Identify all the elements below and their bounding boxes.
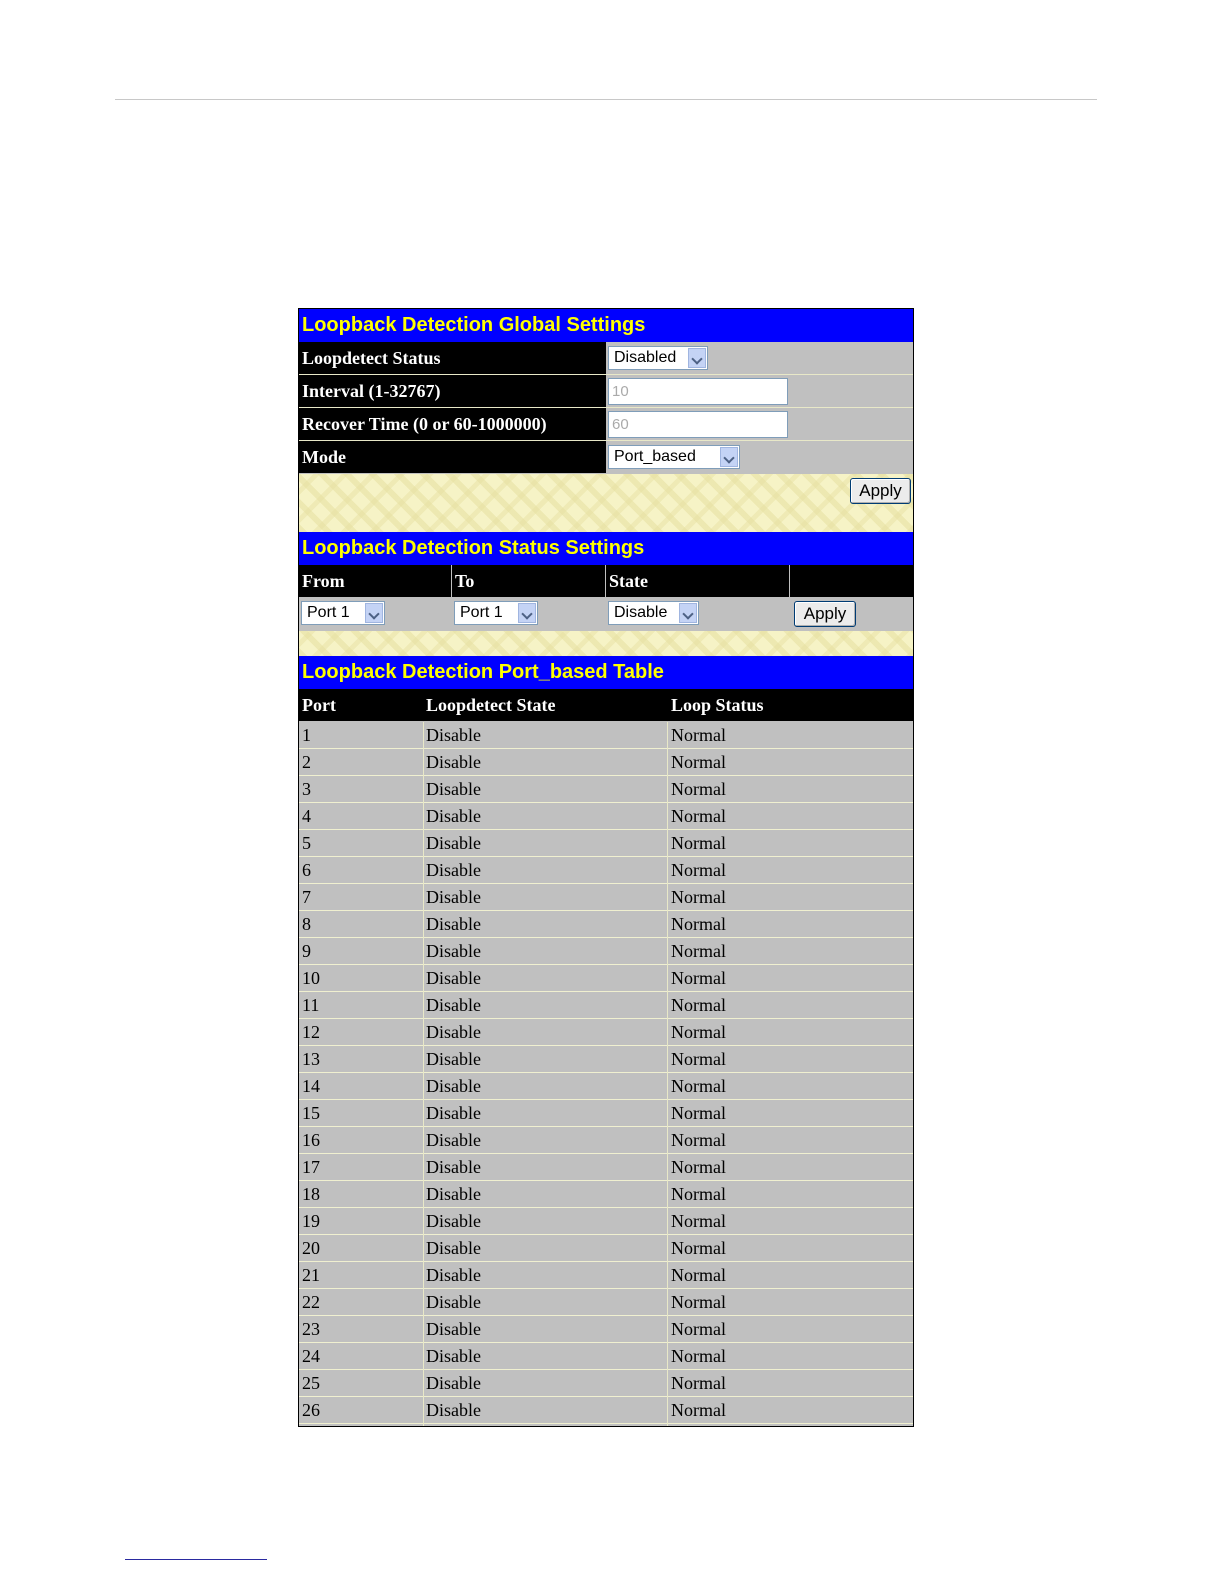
loopdetect-state-cell: Disable [426, 860, 481, 880]
interval-row [299, 375, 913, 408]
table-row [299, 1397, 913, 1424]
port-cell: 15 [302, 1103, 320, 1123]
loopdetect-state-cell: Disable [426, 1238, 481, 1258]
table-row [299, 938, 913, 965]
status-band [299, 631, 913, 656]
port-cell: 25 [302, 1373, 320, 1393]
port-cell: 20 [302, 1238, 320, 1258]
blank-header [790, 565, 913, 597]
chevron-down-icon[interactable] [365, 603, 383, 623]
loop-status-cell: Normal [671, 995, 726, 1015]
loop-status-cell: Normal [671, 1238, 726, 1258]
table-row [299, 992, 913, 1019]
port-cell: 24 [302, 1346, 320, 1366]
port-cell: 12 [302, 1022, 320, 1042]
loop-status-cell: Normal [671, 1184, 726, 1204]
table-row [299, 803, 913, 830]
loop-status-cell: Normal [671, 887, 726, 907]
chevron-down-icon[interactable] [720, 447, 738, 467]
status-apply-button[interactable]: Apply [794, 601, 856, 627]
loopdetect-state-cell: Disable [426, 725, 481, 745]
port-table-header-row [299, 689, 913, 722]
port-cell: 13 [302, 1049, 320, 1069]
port-cell: 8 [302, 914, 311, 934]
interval-label: Interval (1-32767) [299, 375, 606, 407]
port-cell: 17 [302, 1157, 320, 1177]
table-row [299, 830, 913, 857]
port-cell: 21 [302, 1265, 320, 1285]
loopdetect-status-value: Disabled [614, 349, 677, 366]
loop-status-cell: Normal [671, 860, 726, 880]
from-header: From [299, 565, 451, 597]
port-cell: 3 [302, 779, 311, 799]
table-row [299, 884, 913, 911]
port-cell: 1 [302, 725, 311, 745]
port-cell: 4 [302, 806, 311, 826]
mode-select[interactable] [608, 445, 740, 469]
loopback-detection-panel [298, 308, 914, 1427]
from-port-value: Port 1 [307, 604, 350, 621]
loop-status-cell: Normal [671, 968, 726, 988]
table-row [299, 1316, 913, 1343]
loopdetect-state-cell: Disable [426, 1076, 481, 1096]
recover-time-label: Recover Time (0 or 60-1000000) [299, 408, 606, 440]
chevron-down-icon[interactable] [688, 348, 706, 368]
loop-status-header: Loop Status [668, 689, 913, 721]
port-cell: 6 [302, 860, 311, 880]
loopdetect-state-cell: Disable [426, 1157, 481, 1177]
table-row [299, 1100, 913, 1127]
loopdetect-state-cell: Disable [426, 1049, 481, 1069]
loop-status-cell: Normal [671, 1373, 726, 1393]
table-row [299, 1208, 913, 1235]
table-row [299, 776, 913, 803]
port-cell: 23 [302, 1319, 320, 1339]
table-row [299, 722, 913, 749]
loopdetect-state-cell: Disable [426, 1184, 481, 1204]
port-cell: 9 [302, 941, 311, 961]
loopdetect-state-cell: Disable [426, 1292, 481, 1312]
loopdetect-state-cell: Disable [426, 1319, 481, 1339]
loopdetect-state-cell: Disable [426, 1211, 481, 1231]
loop-status-cell: Normal [671, 1130, 726, 1150]
loopdetect-state-cell: Disable [426, 1265, 481, 1285]
mode-value: Port_based [614, 448, 696, 465]
port-cell: 2 [302, 752, 311, 772]
state-value: Disable [614, 604, 668, 621]
loop-status-cell: Normal [671, 1076, 726, 1096]
loopdetect-state-cell: Disable [426, 752, 481, 772]
table-row [299, 1127, 913, 1154]
loopdetect-state-cell: Disable [426, 1022, 481, 1042]
table-row [299, 1235, 913, 1262]
table-row [299, 1289, 913, 1316]
state-header: State [606, 565, 789, 597]
loop-status-cell: Normal [671, 779, 726, 799]
loop-status-cell: Normal [671, 1211, 726, 1231]
table-row [299, 1019, 913, 1046]
port-cell: 7 [302, 887, 311, 907]
chevron-down-icon[interactable] [679, 603, 697, 623]
loopdetect-state-cell: Disable [426, 914, 481, 934]
table-row [299, 965, 913, 992]
loopdetect-state-cell: Disable [426, 995, 481, 1015]
port-cell: 5 [302, 833, 311, 853]
port-cell: 14 [302, 1076, 320, 1096]
loopdetect-status-select[interactable] [608, 346, 708, 370]
top-divider [115, 99, 1097, 100]
port-cell: 16 [302, 1130, 320, 1150]
footer-link-underline [125, 1559, 267, 1560]
recover-time-row [299, 408, 913, 441]
status-settings-title: Loopback Detection Status Settings [299, 532, 913, 565]
recover-time-input[interactable]: 60 [608, 411, 788, 438]
chevron-down-icon[interactable] [518, 603, 536, 623]
loop-status-cell: Normal [671, 1265, 726, 1285]
loop-status-cell: Normal [671, 1346, 726, 1366]
loopdetect-state-cell: Disable [426, 833, 481, 853]
port-header: Port [299, 689, 423, 721]
table-row [299, 1181, 913, 1208]
status-input-row [299, 598, 913, 631]
global-apply-band [299, 474, 913, 532]
loop-status-cell: Normal [671, 914, 726, 934]
loopdetect-status-label: Loopdetect Status [299, 342, 606, 374]
port-cell: 19 [302, 1211, 320, 1231]
table-row [299, 1046, 913, 1073]
loop-status-cell: Normal [671, 941, 726, 961]
loopdetect-state-cell: Disable [426, 887, 481, 907]
interval-input[interactable]: 10 [608, 378, 788, 405]
loop-status-cell: Normal [671, 725, 726, 745]
table-row [299, 911, 913, 938]
loop-status-cell: Normal [671, 806, 726, 826]
table-row [299, 1073, 913, 1100]
table-row [299, 1154, 913, 1181]
loopdetect-state-cell: Disable [426, 1103, 481, 1123]
port-cell: 10 [302, 968, 320, 988]
loop-status-cell: Normal [671, 1400, 726, 1420]
loop-status-cell: Normal [671, 1103, 726, 1123]
status-header-row [299, 565, 913, 598]
table-row [299, 857, 913, 884]
table-row [299, 1262, 913, 1289]
port-cell: 22 [302, 1292, 320, 1312]
to-port-select[interactable] [454, 601, 538, 625]
to-port-value: Port 1 [460, 604, 503, 621]
loop-status-cell: Normal [671, 1157, 726, 1177]
loopdetect-state-cell: Disable [426, 1400, 481, 1420]
loopdetect-state-cell: Disable [426, 1346, 481, 1366]
loopdetect-state-cell: Disable [426, 1373, 481, 1393]
loopdetect-status-row [299, 342, 913, 375]
loopdetect-state-cell: Disable [426, 941, 481, 961]
loopdetect-state-cell: Disable [426, 779, 481, 799]
mode-row [299, 441, 913, 474]
port-cell: 18 [302, 1184, 320, 1204]
loopdetect-state-header: Loopdetect State [423, 689, 668, 721]
loop-status-cell: Normal [671, 1049, 726, 1069]
global-settings-title: Loopback Detection Global Settings [299, 309, 913, 342]
loop-status-cell: Normal [671, 1022, 726, 1042]
table-row [299, 1370, 913, 1397]
global-apply-button[interactable]: Apply [850, 478, 911, 504]
loopdetect-state-cell: Disable [426, 1130, 481, 1150]
port-table-title: Loopback Detection Port_based Table [299, 656, 913, 689]
loop-status-cell: Normal [671, 752, 726, 772]
loopdetect-state-cell: Disable [426, 806, 481, 826]
to-header: To [452, 565, 605, 597]
mode-label: Mode [299, 441, 606, 473]
port-cell: 26 [302, 1400, 320, 1420]
state-select[interactable] [608, 601, 699, 625]
port-cell: 11 [302, 995, 320, 1015]
table-row [299, 1343, 913, 1370]
table-row [299, 749, 913, 776]
loop-status-cell: Normal [671, 833, 726, 853]
from-port-select[interactable] [301, 601, 385, 625]
loop-status-cell: Normal [671, 1292, 726, 1312]
loopdetect-state-cell: Disable [426, 968, 481, 988]
loop-status-cell: Normal [671, 1319, 726, 1339]
